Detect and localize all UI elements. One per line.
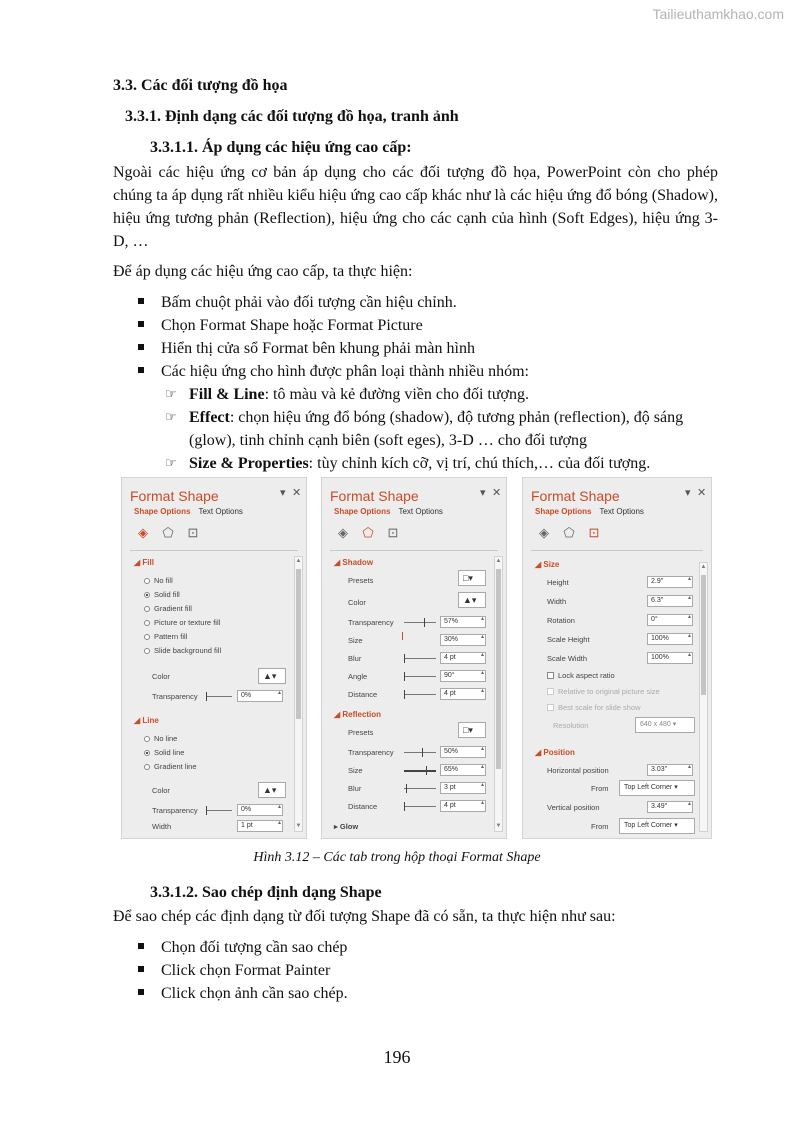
size-properties-icon[interactable]: ⊡ (387, 525, 399, 540)
watermark: Tailieuthamkhao.com (652, 6, 784, 22)
line-transparency-slider[interactable] (206, 810, 232, 811)
close-icon[interactable]: ✕ (292, 487, 302, 499)
line-section[interactable]: ◢ Line (134, 716, 159, 725)
radio-solid-fill[interactable]: Solid fill (144, 590, 180, 599)
shadow-blur-input[interactable]: 4 pt ▴ (440, 652, 486, 664)
list-item: Chọn Format Shape hoặc Format Picture (138, 314, 423, 337)
from-label: From (591, 784, 609, 793)
reflection-blur-slider[interactable] (404, 788, 436, 789)
bullet-icon (138, 943, 144, 949)
intro-paragraph: Ngoài các hiệu ứng cơ bản áp dụng cho các đối tượng đồ họa, PowerPoint còn cho phép chúng ta áp dụng rất nhiều kiểu hiệu ứng cao cấp khác như là các hiệu ứng đổ bóng (Shadow), hiệu ứng tương phản (Reflection), hiệu ứng cho các cạnh của hình (Soft Edges), hiệu ứng 3-D, … (113, 164, 718, 250)
scrollbar[interactable]: ▲ ▼ (494, 556, 503, 832)
from-label: From (591, 822, 609, 831)
fill-line-icon[interactable]: ◈ (138, 525, 148, 540)
size-properties-icon[interactable]: ⊡ (588, 525, 600, 540)
sub-list-item: ☞ Fill & Line: tô màu và kẻ đường viền cho đối tượng. (165, 383, 718, 406)
rotation-input[interactable]: 0° ▴ (647, 614, 693, 626)
pointing-hand-icon: ☞ (165, 456, 177, 471)
reflection-section[interactable]: ◢ Reflection (334, 710, 382, 719)
format-shape-panel-fill-line (121, 477, 307, 839)
scale-height-input[interactable]: 100% ▴ (647, 633, 693, 645)
tab-shape-options[interactable]: Shape Options (334, 507, 391, 516)
heading-3-3-1-2: 3.3.1.2. Sao chép định dạng Shape (150, 884, 382, 901)
shadow-presets-dropdown[interactable]: □▾ (458, 570, 486, 586)
close-icon[interactable]: ✕ (492, 487, 502, 499)
list-item: Click chọn ảnh cần sao chép. (138, 982, 348, 1005)
steps-intro: Để áp dụng các hiệu ứng cao cấp, ta thực hiện: (113, 263, 413, 280)
h-position-input[interactable]: 3.03" ▴ (647, 764, 693, 776)
transparency-slider[interactable] (206, 696, 232, 697)
radio-solid-line[interactable]: Solid line (144, 748, 184, 757)
list-item: Hiển thị cửa sổ Format bên khung phải màn hình (138, 337, 475, 360)
line-color-picker[interactable]: ▲▾ (258, 782, 286, 798)
list-item: Chọn đối tượng cần sao chép (138, 936, 347, 959)
tab-shape-options[interactable]: Shape Options (535, 507, 592, 516)
effects-icon[interactable]: ⬠ (162, 525, 174, 540)
transparency-label: Transparency (152, 806, 198, 815)
bullet-icon (138, 367, 144, 373)
presets-label: Presets (348, 576, 374, 585)
reflection-size-input[interactable]: 65% ▴ (440, 764, 486, 776)
width-input[interactable]: 6.3" ▴ (647, 595, 693, 607)
copy-intro: Để sao chép các định dạng từ đối tượng Shape đã có sẵn, ta thực hiện như sau: (113, 908, 616, 925)
figure-caption: Hình 3.12 – Các tab trong hộp thoại Format Shape (253, 850, 541, 865)
color-label: Color (152, 672, 170, 681)
shadow-transparency-input[interactable]: 57% ▴ (440, 616, 486, 628)
glow-section[interactable]: ▸ Glow (334, 822, 359, 831)
h-position-label: Horizontal position (547, 766, 609, 775)
width-input[interactable]: 1 pt ▴ (237, 820, 283, 832)
v-position-input[interactable]: 3.49" ▴ (647, 801, 693, 813)
bullet-icon (138, 298, 144, 304)
shadow-angle-slider[interactable] (404, 676, 436, 677)
list-item: Bấm chuột phải vào đối tượng cần hiệu chỉnh. (138, 291, 457, 314)
effects-icon[interactable]: ⬠ (563, 525, 575, 540)
resolution-dropdown[interactable]: 640 x 480 ▾ (635, 717, 695, 733)
size-row-label: Width (547, 597, 567, 606)
scrollbar[interactable]: ▲ (699, 562, 708, 832)
transparency-label: Transparency (152, 692, 198, 701)
fill-line-icon[interactable]: ◈ (539, 525, 549, 540)
transparency-input[interactable]: 0% ▴ (237, 690, 283, 702)
best-scale-checkbox[interactable]: Best scale for slide show (547, 703, 641, 712)
radio-slide-bg-fill[interactable]: Slide background fill (144, 646, 221, 655)
scrollbar[interactable]: ▲ ▼ (294, 556, 303, 832)
list-item: Các hiệu ứng cho hình được phân loại thành nhiều nhóm: (138, 360, 529, 383)
shadow-row-label: Distance (348, 690, 378, 699)
tab-text-options[interactable]: Text Options (599, 507, 644, 516)
reflection-transparency-slider[interactable] (404, 752, 436, 753)
size-section[interactable]: ◢ Size (535, 560, 560, 569)
shadow-row-label: Size (348, 636, 363, 645)
v-position-label: Vertical position (547, 803, 600, 812)
shadow-size-input[interactable]: 30% ▴ (440, 634, 486, 646)
shadow-row-label: Transparency (348, 618, 394, 627)
line-transparency-input[interactable]: 0% ▴ (237, 804, 283, 816)
reflection-row-label: Size (348, 766, 363, 775)
reflection-distance-input[interactable]: 4 pt ▴ (440, 800, 486, 812)
radio-gradient-fill[interactable]: Gradient fill (144, 604, 192, 613)
page-number: 196 (383, 1047, 411, 1067)
radio-no-fill[interactable]: No fill (144, 576, 173, 585)
shadow-row-label: Blur (348, 654, 362, 663)
reflection-row-label: Blur (348, 784, 362, 793)
format-shape-panel-size-properties (522, 477, 712, 839)
color-label: Color (152, 786, 170, 795)
fill-section[interactable]: ◢ Fill (134, 558, 154, 567)
bullet-icon (138, 321, 144, 327)
tab-text-options[interactable]: Text Options (398, 507, 443, 516)
size-row-label: Scale Width (547, 654, 588, 663)
reflection-blur-input[interactable]: 3 pt ▴ (440, 782, 486, 794)
panel-menu-icon[interactable]: ▾ (480, 487, 486, 499)
panel-menu-icon[interactable]: ▾ (280, 487, 286, 499)
fill-line-icon[interactable]: ◈ (338, 525, 348, 540)
radio-gradient-line[interactable]: Gradient line (144, 762, 197, 771)
reflection-transparency-input[interactable]: 50% ▴ (440, 746, 486, 758)
list-item: Click chọn Format Painter (138, 959, 330, 982)
reflection-presets-dropdown[interactable]: □▾ (458, 722, 486, 738)
panel-menu-icon[interactable]: ▾ (685, 487, 691, 499)
shadow-row-label: Angle (348, 672, 368, 681)
sub-list-item: ☞ Size & Properties: tùy chỉnh kích cỡ, vị trí, chú thích,… của đối tượng. (165, 452, 718, 475)
color-label: Color (348, 598, 366, 607)
shadow-section[interactable]: ◢ Shadow (334, 558, 374, 567)
bullet-icon (138, 344, 144, 350)
size-slider-mark[interactable] (402, 632, 403, 640)
radio-pattern-fill[interactable]: Pattern fill (144, 632, 187, 641)
bullet-icon (138, 989, 144, 995)
position-section[interactable]: ◢ Position (535, 748, 575, 757)
fill-color-picker[interactable]: ▲▾ (258, 668, 286, 684)
pointing-hand-icon: ☞ (165, 387, 177, 402)
pointing-hand-icon: ☞ (165, 410, 177, 425)
reflection-row-label: Distance (348, 802, 378, 811)
panel-title: Format Shape (330, 488, 419, 504)
from-dropdown[interactable]: Top Left Corner ▾ (619, 780, 695, 796)
panel-title: Format Shape (531, 488, 620, 504)
radio-picture-fill[interactable]: Picture or texture fill (144, 618, 220, 627)
resolution-label: Resolution (553, 721, 589, 730)
reflection-distance-slider[interactable] (404, 806, 436, 807)
format-shape-panel-effects (321, 477, 507, 839)
heading-3-3-1: 3.3.1. Định dạng các đối tượng đồ họa, tranh ảnh (125, 108, 459, 125)
panel-title: Format Shape (130, 488, 219, 504)
close-icon[interactable]: ✕ (697, 487, 707, 499)
size-properties-icon[interactable]: ⊡ (187, 525, 199, 540)
presets-label: Presets (348, 728, 374, 737)
from2-dropdown[interactable]: Top Left Corner ▾ (619, 818, 695, 834)
sub-list-item: ☞ Effect: chọn hiệu ứng đổ bóng (shadow), độ tương phản (reflection), độ sáng (glow), tinh chỉnh cạnh biên (soft eges), 3-D … cho đối tượng (165, 406, 718, 452)
effects-icon[interactable]: ⬠ (362, 525, 374, 540)
scale-width-input[interactable]: 100% ▴ (647, 652, 693, 664)
size-row-label: Height (547, 578, 569, 587)
shadow-color-picker[interactable]: ▲▾ (458, 592, 486, 608)
lock-aspect-checkbox[interactable]: Lock aspect ratio (547, 671, 615, 680)
tab-shape-options[interactable]: Shape Options (134, 507, 191, 516)
bullet-icon (138, 966, 144, 972)
tab-text-options[interactable]: Text Options (198, 507, 243, 516)
heading-3-3: 3.3. Các đối tượng đồ họa (113, 77, 288, 94)
shadow-angle-input[interactable]: 90° ▴ (440, 670, 486, 682)
size-row-label: Scale Height (547, 635, 590, 644)
shadow-transparency-slider[interactable] (404, 622, 436, 623)
width-label: Width (152, 822, 172, 831)
height-input[interactable]: 2.9" ▴ (647, 576, 693, 588)
reflection-row-label: Transparency (348, 748, 394, 757)
size-row-label: Rotation (547, 616, 575, 625)
relative-size-checkbox[interactable]: Relative to original picture size (547, 687, 660, 696)
shadow-distance-input[interactable]: 4 pt ▴ (440, 688, 486, 700)
reflection-size-slider[interactable] (404, 770, 436, 772)
radio-no-line[interactable]: No line (144, 734, 177, 743)
heading-3-3-1-1: 3.3.1.1. Áp dụng các hiệu ứng cao cấp: (150, 139, 412, 156)
shadow-blur-slider[interactable] (404, 658, 436, 659)
shadow-distance-slider[interactable] (404, 694, 436, 695)
